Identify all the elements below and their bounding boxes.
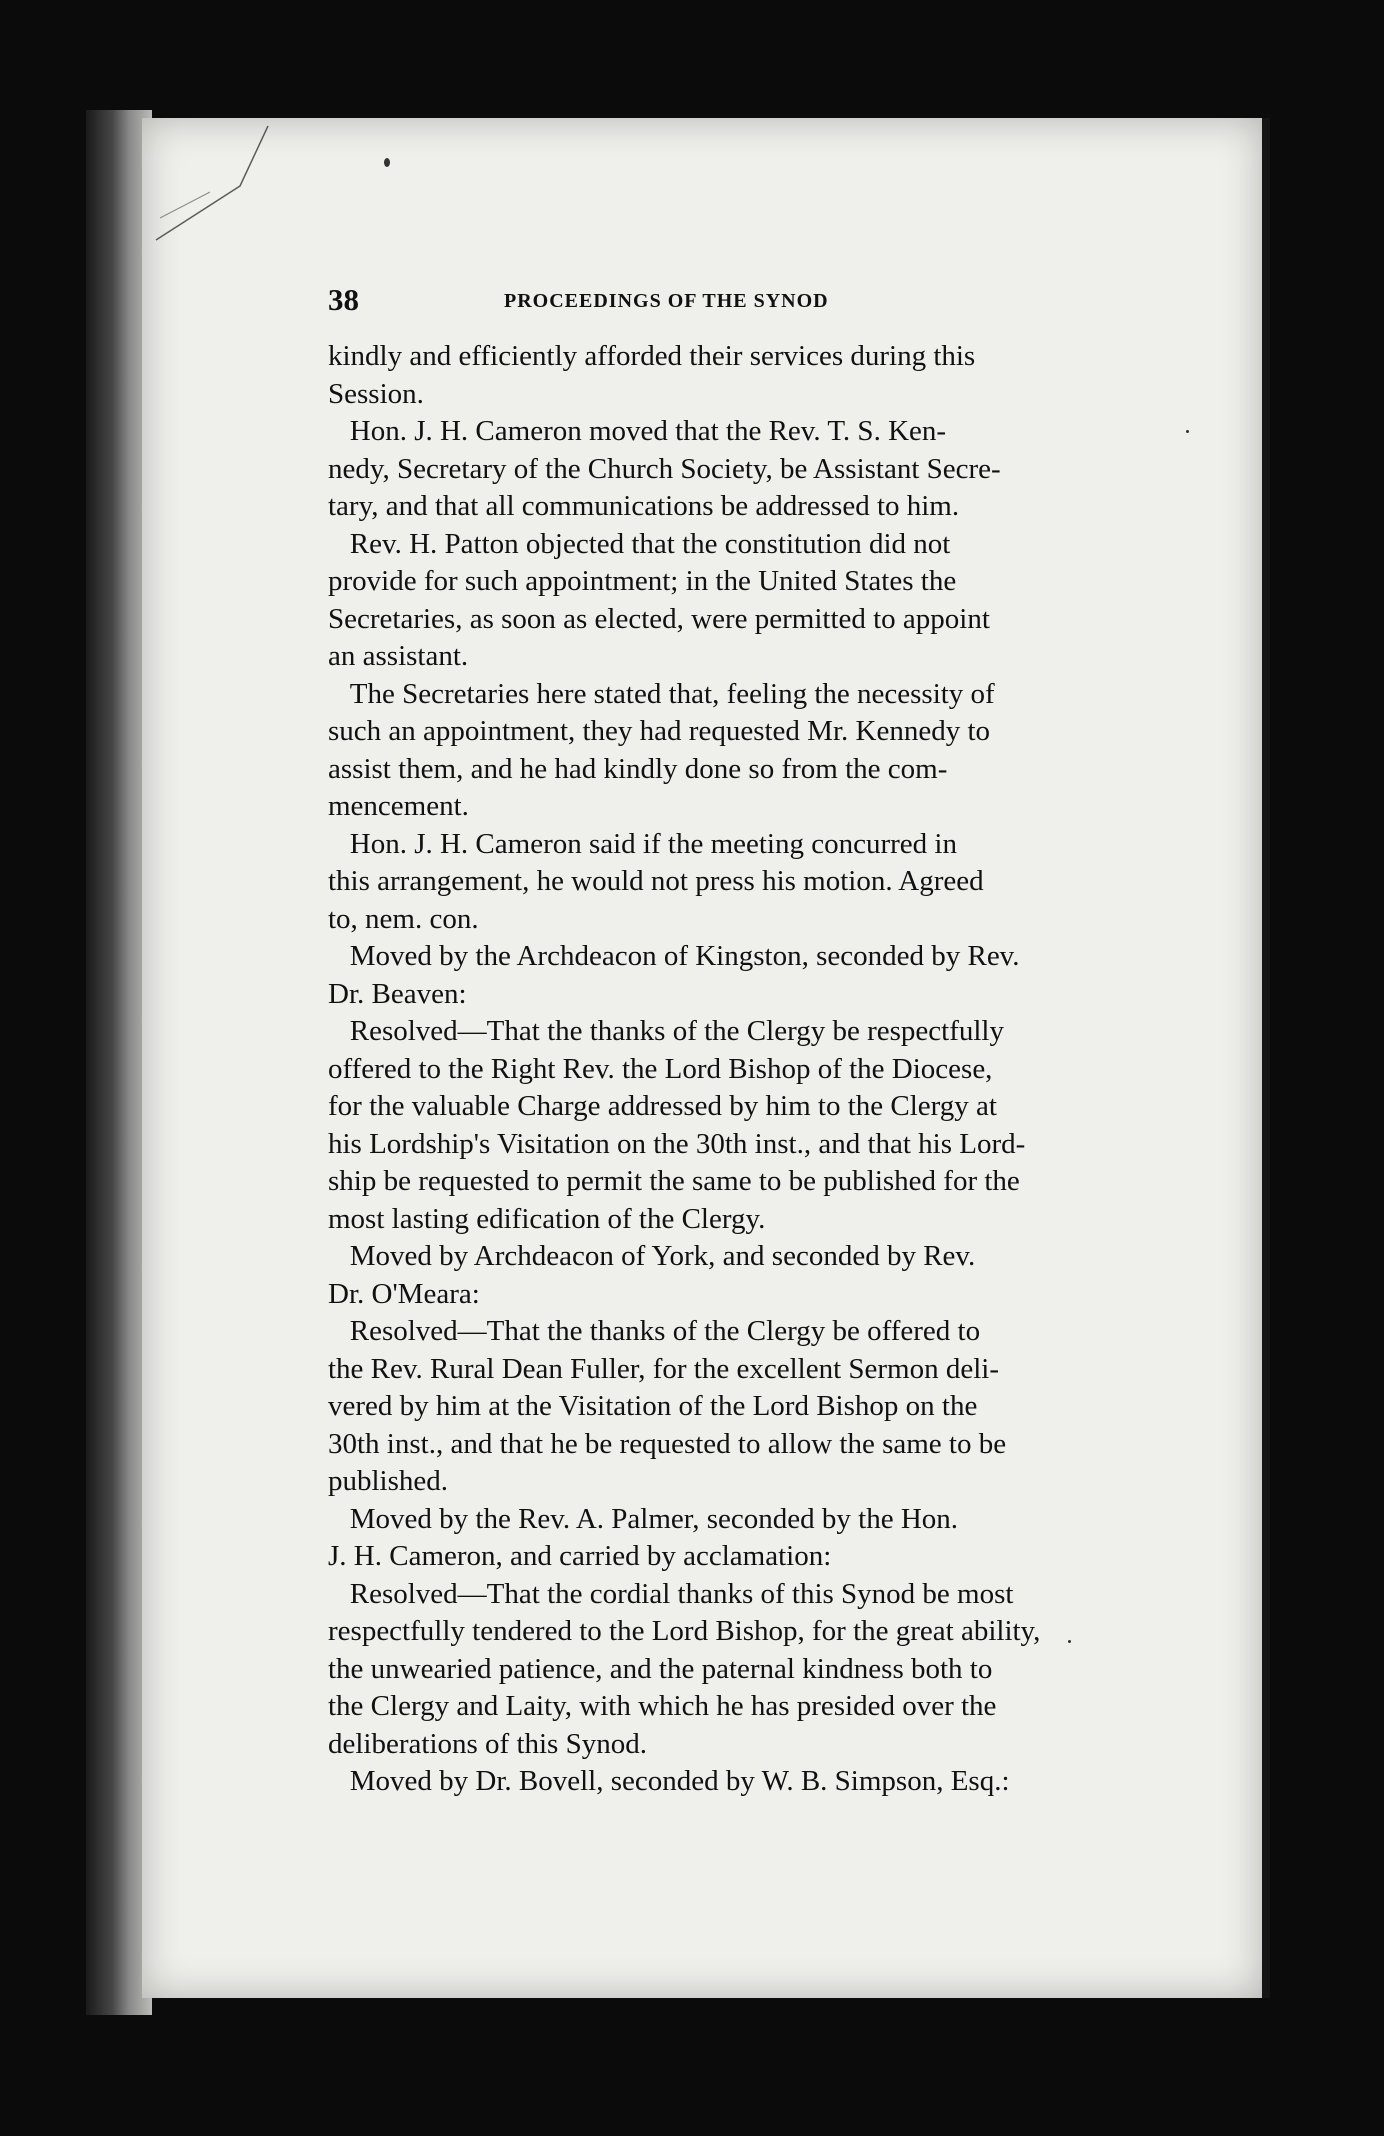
text-line: ship be requested to permit the same to be published for the [328,1165,1020,1197]
text-line: Dr. O'Meara: [328,1277,480,1310]
text-line: J. H. Cameron, and carried by acclamation: [328,1540,832,1572]
text-line: provide for such appointment; in the United States the [328,565,957,597]
text-line: his Lordship's Visitation on the 30th inst., and that his Lord- [328,1127,1026,1160]
page-number: 38 [328,282,359,317]
text-line: Moved by the Rev. A. Palmer, seconded by the Hon. [328,1502,959,1535]
ink-speck [1068,1640,1071,1643]
text-line: Rev. H. Patton objected that the constitution did not [328,527,951,560]
text-line: an assistant. [328,640,469,672]
text-line: respectfully tendered to the Lord Bishop, for the great ability, [328,1615,1041,1647]
text-line: Moved by Dr. Bovell, seconded by W. B. Simpson, Esq.: [328,1765,1010,1797]
text-line: nedy, Secretary of the Church Society, be Assistant Secre- [328,452,1001,485]
text-line: this arrangement, he would not press his motion. Agreed [328,865,984,897]
text-line: Moved by the Archdeacon of Kingston, seconded by Rev. [328,940,1020,972]
text-line: published. [328,1465,449,1497]
text-line: Session. [328,377,424,410]
text-line: Resolved—That the thanks of the Clergy be respectfully [328,1015,1004,1047]
text-line: Dr. Beaven: [328,977,467,1010]
text-line: offered to the Right Rev. the Lord Bishop of the Diocese, [328,1052,993,1085]
ink-speck [1186,430,1189,433]
text-line: Resolved—That the thanks of the Clergy be offered to [328,1315,981,1347]
page-edge [1262,118,1270,1998]
running-title: PROCEEDINGS OF THE SYNOD [504,290,829,312]
text-line: such an appointment, they had requested Mr. Kennedy to [328,715,991,747]
text-line: The Secretaries here stated that, feeling the necessity of [328,677,995,710]
ink-speck [384,158,390,167]
running-header [328,282,1048,322]
text-line: 30th inst., and that he be requested to allow the same to be [328,1427,1007,1460]
text-line: vered by him at the Visitation of the Lord Bishop on the [328,1390,978,1422]
text-line: assist them, and he had kindly done so from the com- [328,752,948,785]
text-line: to, nem. con. [328,902,479,935]
text-line: most lasting edification of the Clergy. [328,1202,766,1235]
text-line: kindly and efficiently afforded their services during this [328,340,976,372]
text-line: Hon. J. H. Cameron moved that the Rev. T. S. Ken- [328,415,947,447]
text-line: Resolved—That the cordial thanks of this Synod be most [328,1577,1014,1610]
text-line: tary, and that all communications be addressed to him. [328,490,960,522]
text-line: the Clergy and Laity, with which he has presided over the [328,1690,997,1722]
text-line: Hon. J. H. Cameron said if the meeting concurred in [328,827,957,860]
text-line: mencement. [328,790,469,822]
text-line: Moved by Archdeacon of York, and seconded by Rev. [328,1240,976,1272]
body-text [328,338,1060,1801]
text-line: the Rev. Rural Dean Fuller, for the excellent Sermon deli- [328,1352,999,1385]
text-line: the unwearied patience, and the paternal kindness both to [328,1652,993,1685]
text-line: Secretaries, as soon as elected, were permitted to appoint [328,602,990,635]
text-line: for the valuable Charge addressed by him to the Clergy at [328,1090,997,1122]
text-line: deliberations of this Synod. [328,1727,647,1760]
